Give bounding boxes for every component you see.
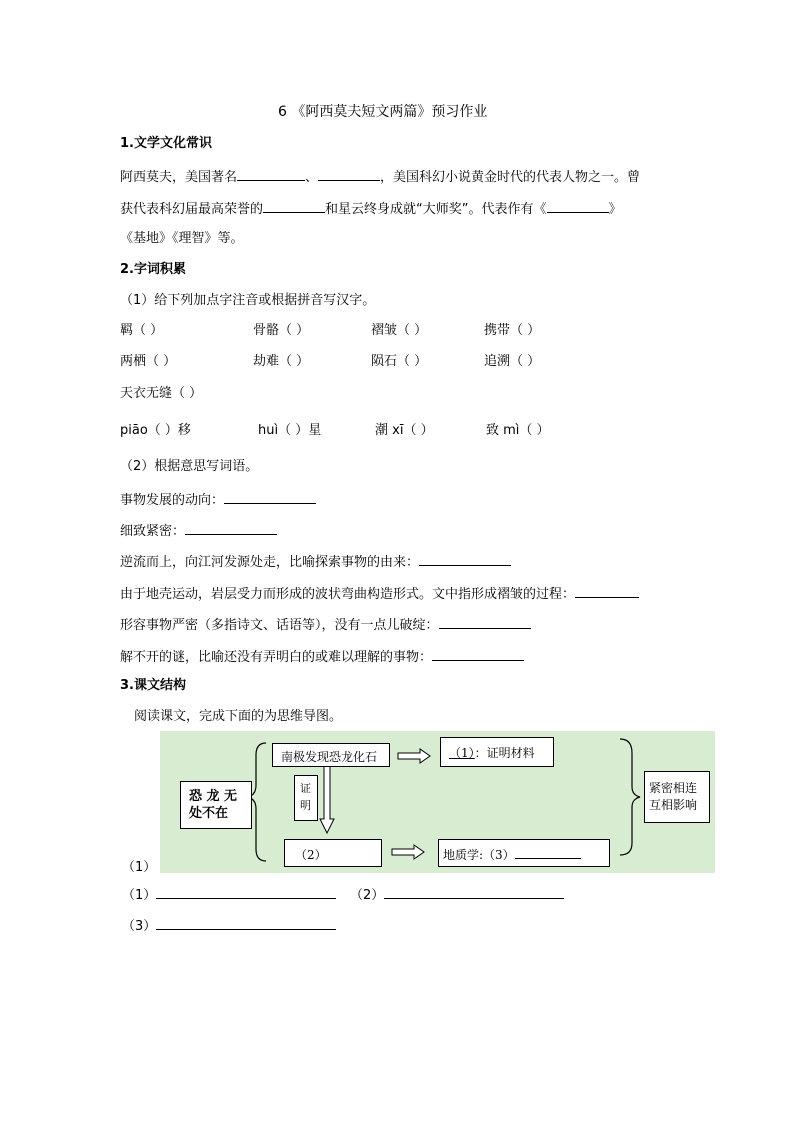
answer-blank[interactable]	[185, 521, 277, 535]
answer-blank[interactable]	[156, 916, 336, 930]
pinyin-item: 两栖（ ）	[120, 354, 177, 369]
answer-blank[interactable]	[432, 647, 524, 661]
section-1-line-2: 获代表科幻届最高荣誉的 和星云终身成就“大师奖”。代表作有《 》	[120, 199, 622, 218]
pinyin-item: huì（ ）星	[258, 423, 322, 438]
diagram-marker: （1）	[122, 860, 157, 875]
pinyin-item: 劫难（ ）	[253, 354, 310, 369]
pinyin-item: 陨石（ ）	[371, 354, 428, 369]
section-2-sub-2: （2）根据意思写词语。	[120, 459, 259, 474]
answer-blank[interactable]	[419, 552, 511, 566]
answer-blank[interactable]	[384, 885, 564, 899]
blank[interactable]	[547, 199, 609, 213]
evidence-box: （1）：证明材料	[440, 737, 554, 767]
section-1-line-3: 《基地》《理智》等。	[120, 231, 244, 246]
pinyin-item: 骨骼（ ）	[253, 323, 310, 338]
answer-blank[interactable]	[575, 584, 639, 598]
fossil-box: 南极发现恐龙化石	[272, 743, 390, 767]
pinyin-item: 天衣无缝（ ）	[120, 386, 203, 401]
section-1-line-1: 阿西莫夫，美国著名 、 ，美国科幻小说黄金时代的代表人物之一。曾	[120, 167, 640, 186]
geology-box[interactable]: 地质学:（3）	[438, 839, 610, 867]
vocab-question: 由于地壳运动，岩层受力而形成的波状弯曲构造形式。文中指形成褶皱的过程：	[120, 584, 639, 603]
blank[interactable]	[263, 199, 325, 213]
page-title: 6 《阿西莫夫短文两篇》预习作业	[278, 104, 488, 120]
section-2-heading: 2.字词积累	[120, 262, 186, 277]
vocab-question: 逆流而上，向江河发源处走，比喻探索事物的由来：	[120, 552, 511, 571]
blank[interactable]	[318, 167, 380, 181]
geology-blank[interactable]	[515, 847, 581, 859]
blank[interactable]	[237, 167, 305, 181]
answer-line-1: （1）	[122, 885, 336, 904]
vocab-question: 形容事物严密（多指诗文、话语等），没有一点儿破绽：	[120, 615, 531, 634]
answer-blank[interactable]	[439, 615, 531, 629]
proof-label-box: 证 明	[294, 775, 318, 821]
answer-blank[interactable]	[156, 885, 336, 899]
answer-line-2: （2）	[350, 885, 564, 904]
answer-line-3: （3）	[122, 916, 336, 935]
pinyin-item: piāo（ ）移	[120, 423, 191, 438]
vocab-question: 解不开的谜，比喻还没有弄明白的或难以理解的事物：	[120, 647, 524, 666]
pinyin-item: 致 mì（ ）	[486, 423, 550, 438]
mind-map	[160, 731, 715, 873]
pinyin-item: 褶皱（ ）	[371, 323, 428, 338]
pinyin-item: 潮 xī（ ）	[375, 423, 434, 438]
relation-box: 紧密相连 互相影响	[644, 771, 710, 823]
answer-blank[interactable]	[224, 490, 316, 504]
section-3-intro: 阅读课文，完成下面的为思维导图。	[134, 709, 343, 724]
pinyin-item: 追溯（ ）	[484, 354, 541, 369]
vocab-question: 细致紧密：	[120, 521, 277, 540]
vocab-question: 事物发展的动向：	[120, 490, 316, 509]
section-1-heading: 1.文学文化常识	[120, 136, 212, 151]
pinyin-item: 携带（ ）	[484, 323, 541, 338]
pinyin-item: 羁（ ）	[120, 323, 164, 338]
section-2-sub-1: （1）给下列加点字注音或根据拼音写汉字。	[120, 293, 376, 308]
continent-box[interactable]: （2）	[284, 839, 382, 867]
topic-box: 恐 龙 无 处不在	[180, 781, 252, 829]
section-3-heading: 3.课文结构	[120, 678, 186, 693]
